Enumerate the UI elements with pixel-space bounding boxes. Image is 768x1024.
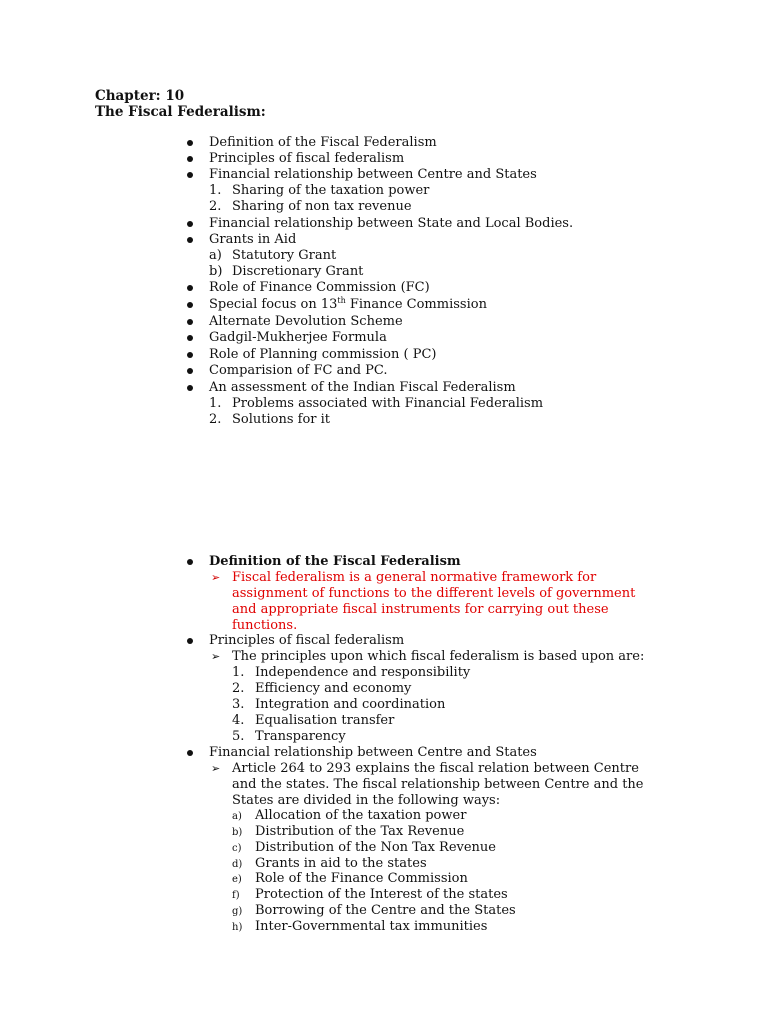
section-heading: Principles of fiscal federalism	[209, 633, 405, 648]
way-item: Allocation of the taxation power	[255, 808, 467, 823]
toc-item	[209, 297, 487, 313]
toc-item: Role of Finance Commission (FC)	[209, 280, 430, 295]
letter-marker: h)	[232, 922, 243, 933]
way-item: Borrowing of the Centre and the States	[255, 903, 516, 918]
way-item: Distribution of the Tax Revenue	[255, 824, 465, 839]
bullet-marker	[187, 172, 193, 178]
article-text: and the states. The fiscal relationship between Centre and the	[232, 777, 644, 792]
bullet-marker	[187, 140, 193, 146]
number-marker: 1.	[232, 665, 245, 680]
principle-item: Integration and coordination	[255, 697, 446, 712]
bullet-marker	[187, 352, 193, 358]
arrow-marker: ➢	[211, 762, 221, 775]
bullet-marker	[187, 335, 193, 341]
definition-text: functions.	[232, 618, 298, 633]
bullet-marker	[187, 319, 193, 325]
arrow-marker: ➢	[211, 571, 221, 584]
toc-item: Definition of the Fiscal Federalism	[209, 135, 437, 150]
toc-item: Gadgil-Mukherjee Formula	[209, 330, 387, 345]
article-text: Article 264 to 293 explains the fiscal relation between Centre	[232, 761, 639, 776]
toc-subitem: Discretionary Grant	[232, 264, 364, 279]
letter-marker: a)	[209, 248, 222, 263]
number-marker: 5.	[232, 729, 245, 744]
number-marker: 2.	[232, 681, 245, 696]
section-heading: Definition of the Fiscal Federalism	[209, 554, 461, 569]
principle-item: Transparency	[255, 729, 346, 744]
bullet-marker	[187, 750, 193, 756]
principle-item: Independence and responsibility	[255, 665, 471, 680]
bullet-marker	[187, 285, 193, 291]
number-marker: 1.	[209, 183, 222, 198]
number-marker: 3.	[232, 697, 245, 712]
toc-item-text: Special focus on 13	[209, 297, 338, 312]
toc-subitem: Sharing of non tax revenue	[232, 199, 412, 214]
toc-subitem: Solutions for it	[232, 412, 331, 427]
toc-item: Comparision of FC and PC.	[209, 363, 388, 378]
definition-text: Fiscal federalism is a general normative framework for	[232, 570, 597, 585]
way-item: Protection of the Interest of the states	[255, 887, 508, 902]
toc-item: Role of Planning commission ( PC)	[209, 347, 437, 362]
principle-item: Equalisation transfer	[255, 713, 395, 728]
toc-subitem: Sharing of the taxation power	[232, 183, 430, 198]
definition-text: assignment of functions to the different levels of government	[232, 586, 636, 601]
definition-text: and appropriate fiscal instruments for carrying out these	[232, 602, 609, 617]
chapter-number: Chapter: 10	[95, 88, 185, 104]
number-marker: 4.	[232, 713, 245, 728]
bullet-marker	[187, 221, 193, 227]
number-marker: 1.	[209, 396, 222, 411]
toc-item: Principles of fiscal federalism	[209, 151, 405, 166]
principles-intro: The principles upon which fiscal federalism is based upon are:	[232, 649, 645, 664]
bullet-marker	[187, 302, 193, 308]
letter-marker: c)	[232, 843, 242, 854]
principle-item: Efficiency and economy	[255, 681, 412, 696]
toc-item: Financial relationship between State and Local Bodies.	[209, 216, 574, 231]
letter-marker: e)	[232, 874, 242, 885]
chapter-title: The Fiscal Federalism:	[95, 104, 266, 120]
section-heading: Financial relationship between Centre and States	[209, 745, 537, 760]
number-marker: 2.	[209, 412, 222, 427]
way-item: Inter-Governmental tax immunities	[255, 919, 488, 934]
bullet-marker	[187, 237, 193, 243]
toc-subitem: Statutory Grant	[232, 248, 337, 263]
number-marker: 2.	[209, 199, 222, 214]
bullet-marker	[187, 559, 193, 565]
toc-item: An assessment of the Indian Fiscal Federalism	[209, 380, 516, 395]
letter-marker: b)	[232, 827, 243, 838]
letter-marker: f)	[232, 890, 240, 901]
way-item: Grants in aid to the states	[255, 856, 427, 871]
letter-marker: b)	[209, 264, 223, 279]
bullet-marker	[187, 156, 193, 162]
letter-marker: g)	[232, 906, 243, 917]
toc-item-text: Finance Commission	[345, 297, 487, 312]
way-item: Distribution of the Non Tax Revenue	[255, 840, 496, 855]
toc-item: Grants in Aid	[209, 232, 297, 247]
letter-marker: d)	[232, 859, 243, 870]
letter-marker: a)	[232, 811, 242, 822]
arrow-marker: ➢	[211, 650, 221, 663]
bullet-marker	[187, 638, 193, 644]
bullet-marker	[187, 385, 193, 391]
bullet-marker	[187, 368, 193, 374]
toc-item: Alternate Devolution Scheme	[209, 314, 403, 329]
way-item: Role of the Finance Commission	[255, 871, 468, 886]
toc-item: Financial relationship between Centre and States	[209, 167, 537, 182]
article-text: States are divided in the following ways:	[232, 793, 501, 808]
ordinal-suffix: th	[337, 296, 346, 305]
toc-subitem: Problems associated with Financial Federalism	[232, 396, 544, 411]
